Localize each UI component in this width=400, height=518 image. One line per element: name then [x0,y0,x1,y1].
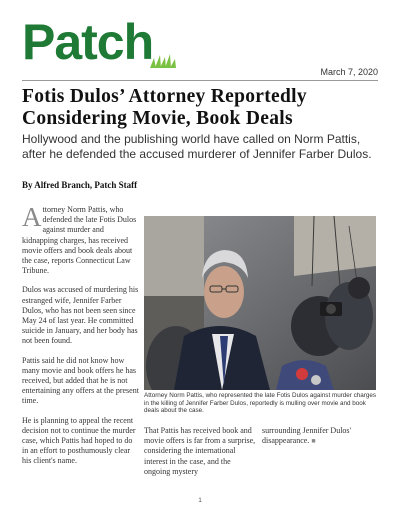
body-paragraph: Pattis said he did not know how many movie and book offers he has received, but added that he is not entertaining any offers at the present time. [22,355,139,406]
article-photo [144,216,376,390]
article-byline: By Alfred Branch, Patch Staff [22,180,138,190]
body-paragraph: Dulos was accused of murdering his estranged wife, Jennifer Farber Dulos, who has not been seen since May 24 of last year. He committed suicide in January, and her body has not been found. [22,285,139,346]
grass-icon [150,54,176,68]
body-paragraph-text: surrounding Jennifer Dulos' disappearance. [262,426,351,446]
article-headline: Fotis Dulos’ Attorney Reportedly Considering Movie, Book Deals [22,86,307,129]
article-body-middle-column: That Pattis has received book and movie offers is far from a surprise, considering the international interest in the case, and the ongoing mystery [144,426,256,476]
end-of-article-icon: ■ [311,437,316,446]
patch-logo[interactable] [22,14,153,70]
body-paragraph-text: ttorney Norm Pattis, who defended the late Fotis Dulos against murder and kidnapping charges, has received movie offers and book deals about the case, reports Connecticut Law Tribune. [22,205,137,276]
patch-logo-text: Patch [22,14,154,70]
drop-cap: A [22,202,42,232]
photo-caption: Attorney Norm Pattis, who represented the late Fotis Dulos against murder charges in the killing of Jennifer Farber Dulos, reportedly is mulling over movie and book deals about the case. [144,392,377,415]
article-body-left-column [22,202,140,476]
body-paragraph [22,202,140,276]
body-paragraph: He is planning to appeal the recent decision not to continue the murder case, which Pattis had hoped to do in an effort to posthumously clear his client's name. [22,415,136,466]
article-subhead: Hollywood and the publishing world have called on Norm Pattis, after he defended the accused murderer of Jennifer Farber Dulos. [22,132,372,161]
article-date: March 7, 2020 [320,67,378,77]
photo-illustration [144,216,376,390]
page-number: 1 [198,497,202,504]
article-body-right-column [262,426,378,446]
header-divider [22,80,378,81]
